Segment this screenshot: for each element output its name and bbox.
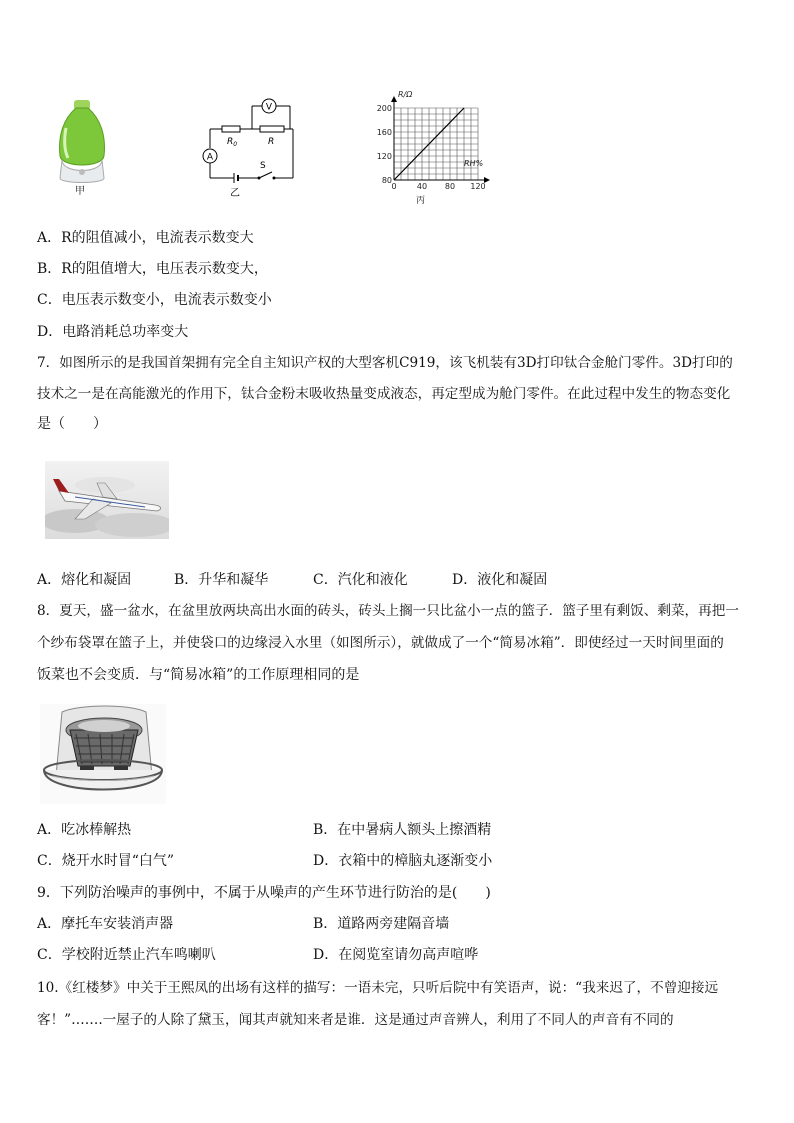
y-tick-label: 160: [376, 128, 392, 137]
q8-option-b: B．在中暑病人额头上擦酒精: [313, 822, 492, 838]
q8-stem-line-1: 8．夏天，盛一盆水，在盆里放两块高出水面的砖头，砖头上搁一只比盆小一点的篮子．篮子里有剩饭、剩菜，再把一: [37, 603, 739, 619]
q7-option-d: D．液化和凝固: [452, 572, 548, 588]
q8-option-a: A．吃冰棒解热: [37, 822, 132, 838]
q7-stem-line-1: 7．如图所示的是我国首架拥有完全自主知识产权的大型客机C919，该飞机装有3D打印钛合金舱门零件。3D打印的: [37, 355, 733, 371]
y-tick-label: 120: [376, 152, 392, 161]
figure-label-jia: 甲: [75, 186, 85, 197]
x-tick-label: 0: [391, 182, 397, 191]
resistor-r0-label: $R_0$: [227, 137, 238, 148]
simple-fridge-illustration: [40, 704, 166, 804]
ammeter-label: A: [206, 152, 214, 163]
q6-option-d: D．电路消耗总功率变大: [37, 324, 189, 340]
y-axis-label: R/Ω: [398, 90, 413, 99]
q7-stem-line-3: 是（ ）: [37, 416, 107, 432]
figure-label-bing: 丙: [416, 196, 426, 206]
q8-option-c: C．烧开水时冒“白气”: [37, 853, 175, 869]
humidifier-figure: [52, 98, 112, 202]
switch-label: S: [260, 161, 266, 171]
q6-option-b: B．R的阻值增大，电压表示数变大，: [37, 261, 268, 277]
q9-option-a: A．摩托车安装消声器: [37, 916, 174, 932]
humidity-resistance-chart: [364, 84, 504, 206]
x-tick-label: 40: [416, 182, 428, 191]
y-axis-arrow: [391, 96, 397, 102]
q7-option-a: A．熔化和凝固: [37, 572, 132, 588]
q8-stem-line-2: 个纱布袋罩在篮子上，并使袋口的边缘浸入水里（如图所示），就做成了一个“简易冰箱”．即使经过一天时间里面的: [37, 635, 724, 651]
q9-option-b: B．道路两旁建隔音墙: [313, 916, 450, 932]
airplane-illustration: [45, 461, 169, 539]
resistor-r-label: R: [268, 137, 275, 147]
q9-option-d: D．在阅览室请勿高声喧哗: [313, 947, 479, 963]
y-tick-label: 80: [381, 176, 392, 185]
x-tick-label: 120: [470, 182, 486, 191]
simple-fridge-image: [40, 704, 166, 804]
q7-option-c: C．汽化和液化: [313, 572, 408, 588]
circuit-figure: [196, 96, 296, 206]
q10-stem-line-2: 客！”…….一屋子的人除了黛玉，闻其声就知来者是谁．这是通过声音辨人，利用了不同人的声音有不同的: [37, 1012, 674, 1028]
y-tick-label: 200: [376, 104, 392, 113]
q8-option-d: D．衣箱中的樟脑丸逐渐变小: [313, 853, 493, 869]
q9-option-c: C．学校附近禁止汽车鸣喇叭: [37, 947, 216, 963]
q7-option-b: B．升华和凝华: [174, 572, 269, 588]
airplane-image: [45, 461, 169, 539]
q9-stem: 9．下列防治噪声的事例中，不属于从噪声的产生环节进行防治的是( ): [37, 885, 491, 901]
q6-option-a: A．R的阻值减小，电流表示数变大: [37, 230, 254, 246]
q10-stem-line-1: 10.《红楼梦》中关于王熙凤的出场有这样的描写：一语未完，只听后院中有笑语声，说：“我来迟了，不曾迎接远: [37, 980, 719, 996]
q7-stem-line-2: 技术之一是在高能激光的作用下，钛合金粉末吸收热量变成液态，再定型成为舱门零件。在此过程中发生的物态变化: [37, 386, 731, 402]
voltmeter-label: V: [265, 102, 273, 113]
figure-label-yi: 乙: [230, 188, 240, 199]
circuit-diagram: [196, 96, 296, 206]
q8-stem-line-3: 饭菜也不会变质．与“简易冰箱”的工作原理相同的是: [37, 667, 360, 683]
q6-option-c: C．电压表示数变小，电流表示数变小: [37, 292, 272, 308]
x-axis-label: RH%: [464, 159, 484, 168]
chart-canvas: [364, 84, 504, 206]
x-tick-label: 80: [444, 182, 456, 191]
